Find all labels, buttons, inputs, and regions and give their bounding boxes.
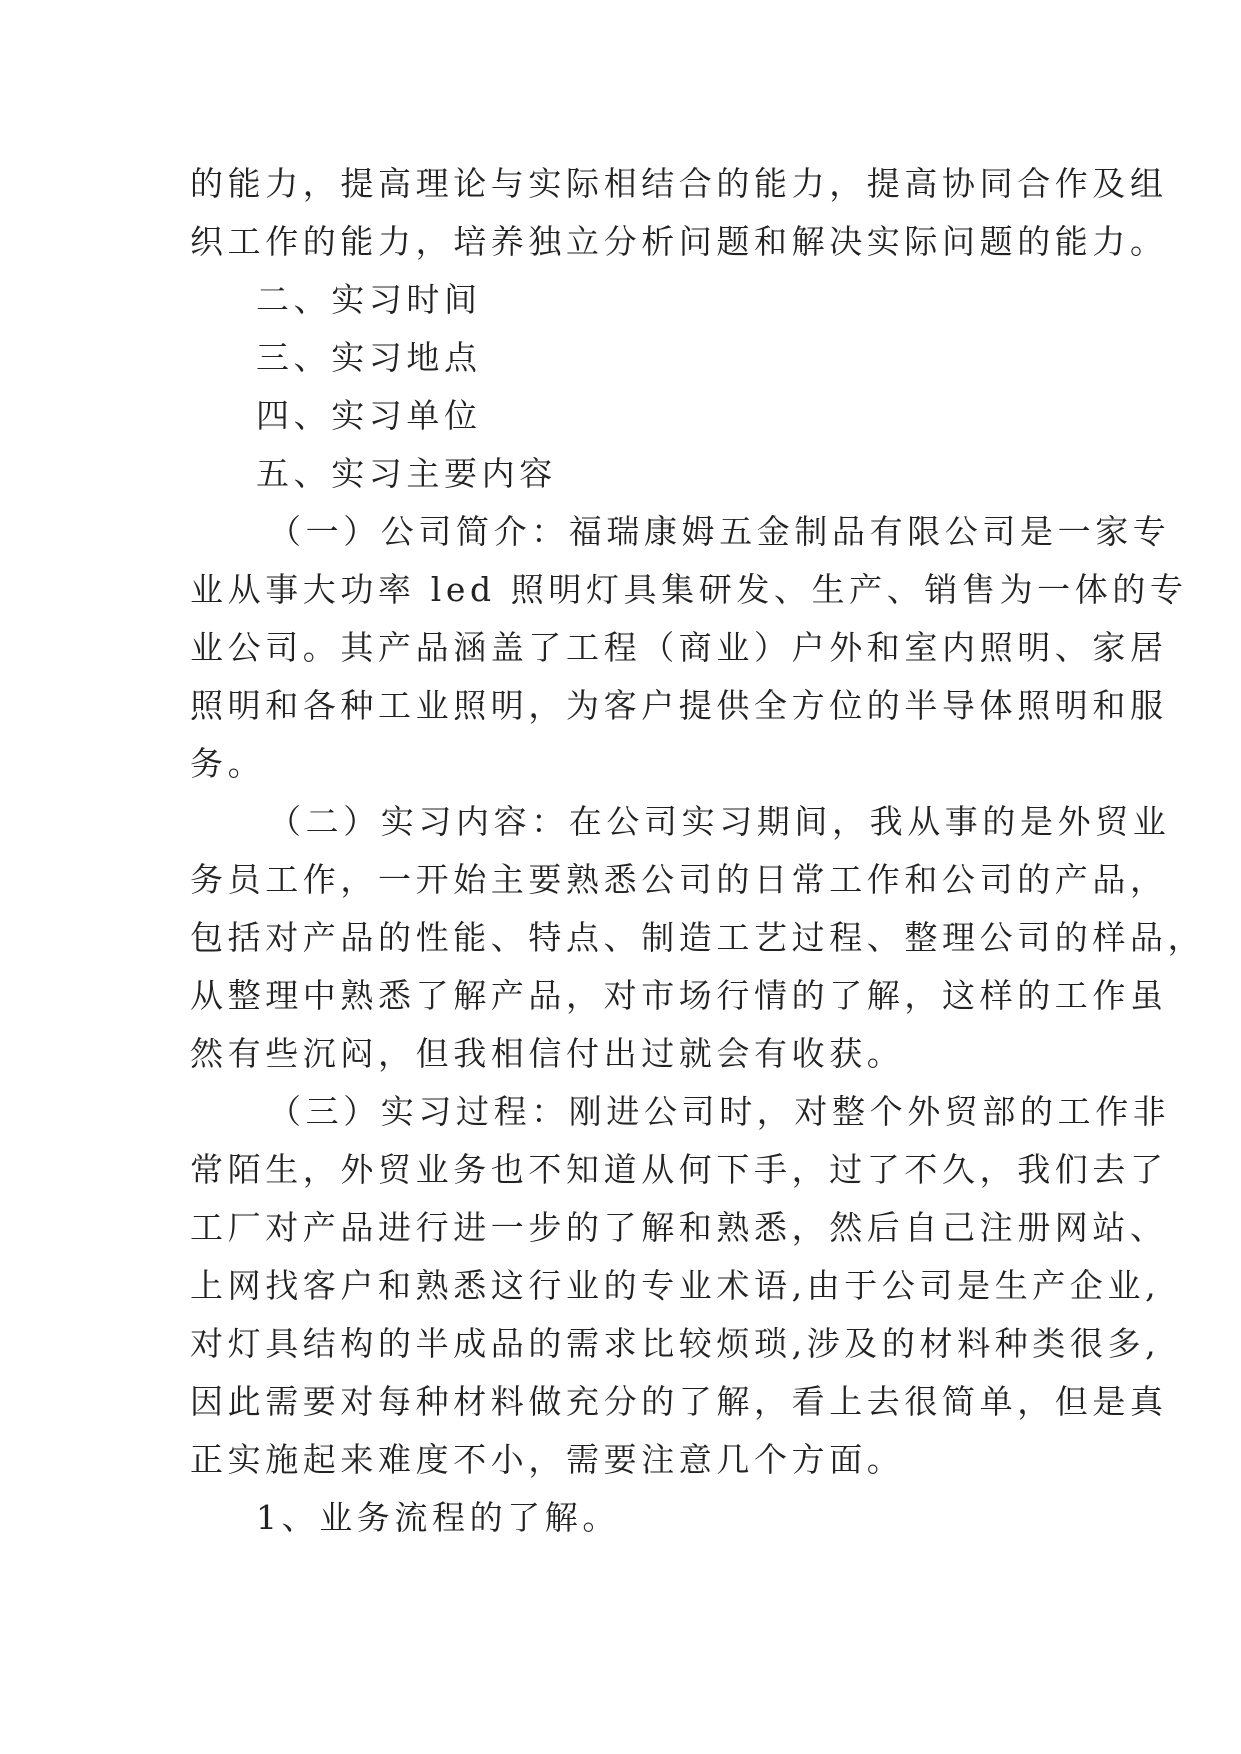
body-text-line: 上网找客户和熟悉这行业的专业术语,由于公司是生产企业, xyxy=(190,1266,1161,1305)
body-text-line: 务。 xyxy=(190,744,266,783)
body-text-line: 的能力，提高理论与实际相结合的能力，提高协同合作及组 xyxy=(190,164,1168,203)
section-heading-location: 三、实习地点 xyxy=(256,338,482,377)
body-text-line: 正实施起来难度不小，需要注意几个方面。 xyxy=(190,1440,905,1479)
subsection-internship-process: （三）实习过程：刚进公司时，对整个外贸部的工作非 xyxy=(268,1092,1171,1131)
body-text-line: 务员工作，一开始主要熟悉公司的日常工作和公司的产品， xyxy=(190,860,1168,899)
numbered-item-1: 1、业务流程的了解。 xyxy=(256,1498,620,1537)
body-text-line: 常陌生，外贸业务也不知道从何下手，过了不久，我们去了 xyxy=(190,1150,1168,1189)
body-text-line: 包括对产品的性能、特点、制造工艺过程、整理公司的样品， xyxy=(190,918,1206,957)
section-heading-content: 五、实习主要内容 xyxy=(256,454,557,493)
section-heading-time: 二、实习时间 xyxy=(256,280,482,319)
body-text-line: 业公司。其产品涵盖了工程（商业）户外和室内照明、家居 xyxy=(190,628,1168,667)
body-text-line: 业从事大功率 led 照明灯具集研发、生产、销售为一体的专 xyxy=(190,570,1188,609)
body-text-line: 因此需要对每种材料做充分的了解，看上去很简单，但是真 xyxy=(190,1382,1168,1421)
body-text-line: 然有些沉闷，但我相信付出过就会有收获。 xyxy=(190,1034,905,1073)
body-text-line: 从整理中熟悉了解产品，对市场行情的了解，这样的工作虽 xyxy=(190,976,1168,1015)
body-text-line: 照明和各种工业照明，为客户提供全方位的半导体照明和服 xyxy=(190,686,1168,725)
subsection-company-intro: （一）公司简介：福瑞康姆五金制品有限公司是一家专 xyxy=(268,512,1171,551)
body-text-line: 对灯具结构的半成品的需求比较烦琐,涉及的材料种类很多, xyxy=(190,1324,1161,1363)
body-text-line: 织工作的能力，培养独立分析问题和解决实际问题的能力。 xyxy=(190,222,1168,261)
body-text-line: 工厂对产品进行进一步的了解和熟悉，然后自己注册网站、 xyxy=(190,1208,1168,1247)
section-heading-unit: 四、实习单位 xyxy=(256,396,482,435)
subsection-internship-content: （二）实习内容：在公司实习期间，我从事的是外贸业 xyxy=(268,802,1171,841)
